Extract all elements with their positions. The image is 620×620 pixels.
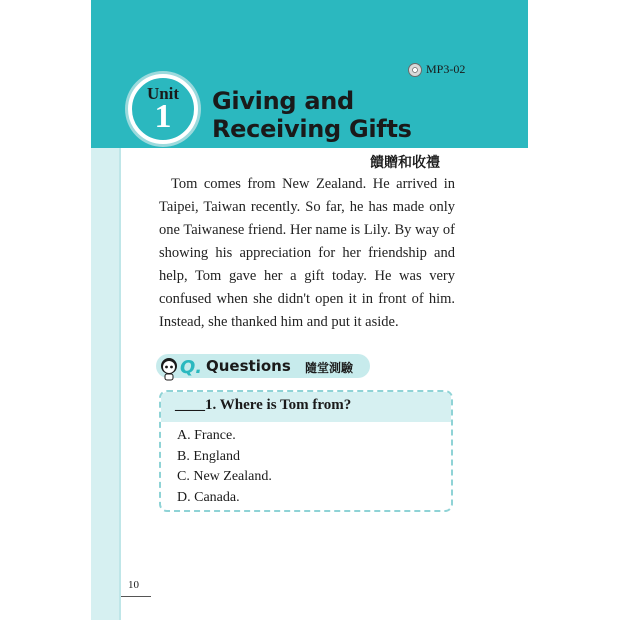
audio-track-label (408, 62, 465, 77)
questions-title: Questions (206, 357, 291, 375)
chinese-subtitle: 饋贈和收禮 (370, 155, 440, 171)
unit-number: 1 (154, 98, 172, 135)
unit-badge (128, 74, 198, 144)
question-stem: ____1. Where is Tom from? (175, 397, 352, 413)
questions-q-letter: Q. (180, 357, 203, 378)
passage-paragraph: Tom comes from New Zealand. He arrived in Taipei, Taiwan recently. So far, he has made only one Taiwanese friend. Her name is Lily. By way of showing his appreciation for her friendship and help, Tom gave her a gift today. He was very confused when she didn't open it in front of him. Instead, she thanked him and put it aside. (159, 176, 455, 330)
mascot-icon (156, 356, 182, 382)
audio-track-text: MP3-02 (426, 62, 466, 76)
unit-word: Unit (146, 84, 180, 103)
side-strip (91, 148, 119, 620)
questions-subtitle: 隨堂測驗 (305, 361, 354, 375)
answer-option-a: A. France. (177, 428, 236, 443)
page-number-rule (121, 596, 151, 597)
answer-option-d: D. Canada. (177, 489, 240, 505)
cd-icon (408, 63, 422, 77)
answer-option-c: C. New Zealand. (177, 469, 272, 484)
page-number: 10 (128, 579, 139, 591)
page-title: Giving and Receiving Gifts (212, 87, 412, 143)
reading-passage (159, 173, 455, 334)
side-line (119, 148, 121, 620)
question-box (159, 390, 453, 512)
question-header (161, 392, 451, 422)
answer-options (177, 426, 272, 508)
answer-option-b: B. England (177, 448, 240, 464)
